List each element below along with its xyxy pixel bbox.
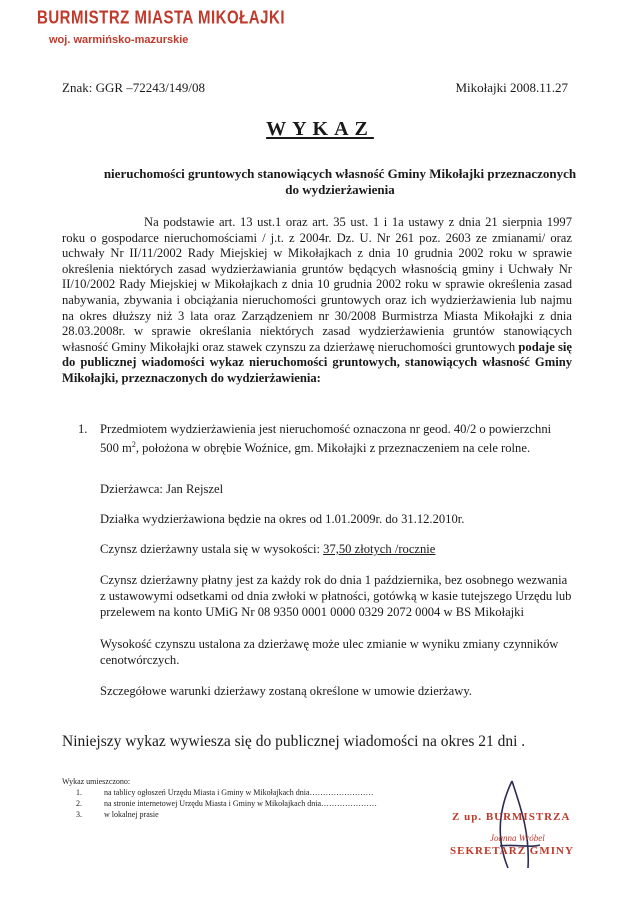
payment-terms: Czynsz dzierżawny płatny jest za każdy rok do dnia 1 października, bez osobnego wezwania z ustawowymi odsetkami od dnia zwłoki w płatności, gotówką w kasie tutejszego Urzędu lub przelewem na konto UMiG Nr 08 9350 0001 0000 0329 2072 0004 w BS Mikołajki [100,573,572,619]
stamp-office-name: BURMISTRZ MIASTA MIKOŁAJKI [37,8,285,29]
tenant-line: Dzierżawca: Jan Rejszel [100,482,224,496]
signature-title: SEKRETARZ GMINY [450,845,574,857]
property-text-b: , położona w obrębie Woźnice, gm. Mikołajki z przeznaczeniem na cele rolne. [135,441,531,456]
posting-item: 1. na tablicy ogłoszeń Urzędu Miasta i Gminy w Mikołajkach dnia…………………… [76,788,374,797]
document-subtitle: nieruchomości gruntowych stanowiących własność Gminy Mikołajki przeznaczonych do wydzierżawienia [103,166,577,197]
office-stamp-header [37,8,285,46]
rent-change-note: Wysokość czynszu ustalona za dzierżawę może ulec zmianie w wyniku zmiany czynników cenotwórczych. [100,637,559,667]
rent-amount: 37,50 złotych /rocznie [323,542,436,556]
legal-basis-text: Na podstawie art. 13 ust.1 oraz art. 35 ust. 1 i 1a ustawy z dnia 21 sierpnia 1997 roku o gospodarce nieruchomościami / j.t. z 2004r. Dz. U. Nr 261 poz. 2603 ze zmianami/ oraz uchwały Nr II/11/2002 Rady Miejskiej w Mikołajkach z dnia 10 grudnia 2002 roku w sprawie określenia niektórych zasad wydzierżawiania gruntów będących własnością gminy i Uchwały Nr II/10/2002 Rady Miejskiej w Mikołajkach z dnia 10 grudnia 2002 roku w sprawie określenia zasad nabywania, zbywania i obciążania nieruchomości gruntowych oraz ich wydzierżawienia lub najmu na okres dłuższy niż 3 lata oraz Zarządzeniem nr 30/2008 Burmistrza Miasta Mikołajki z dnia 28.03.2008r. w sprawie określania niektórych zasad wydzierżawienia gruntów stanowiących własność Gminy Mikołajki oraz stawek czynszu za dzierżawę nieruchomości gruntowych [62,215,572,354]
item-number: 1. [78,422,88,436]
property-description [100,421,572,456]
reference-line [62,80,568,96]
signature-name: Joanna Wróbel [490,833,545,843]
lease-period: Działka wydzierżawiona będzie na okres od 1.01.2009r. do 31.12.2010r. [100,512,465,526]
property-item [78,421,572,456]
posting-items [62,787,377,820]
closing-statement: Niniejszy wykaz wywiesza się do publicznej wiadomości na okres 21 dni . [62,733,526,750]
place-date: Mikołajki 2008.11.27 [455,80,568,95]
posting-item: 3. w lokalnej prasie [76,810,159,819]
lease-details-note: Szczegółowe warunki dzierżawy zostaną określone w umowie dzierżawy. [100,684,472,698]
title-text: WYKAZ [266,118,374,140]
posting-heading: Wykaz umieszczono: [62,777,131,786]
rent-prefix: Czynsz dzierżawny ustala się w wysokości: [100,542,324,556]
rent-line [100,541,572,557]
announcement-bold-text: podaje się do publicznej wiadomości wykaz nieruchomości gruntowych, stanowiących własność Gminy Mikołajki, przeznaczonych do wydzierżawienia: [62,339,572,385]
posting-item: 2. na stronie internetowej Urzędu Miasta i Gminy w Mikołajkach dnia………………… [76,799,378,808]
stamp-voivodeship: woj. warmińsko-mazurskie [49,34,189,46]
posting-list [62,776,377,820]
legal-basis-paragraph [62,215,572,387]
handwritten-signature [490,776,550,876]
area-unit-exponent: 2 [131,440,136,449]
signature-stamp [450,776,590,876]
signature-authority: Z up. BURMISTRZA [452,811,571,823]
reference-number: Znak: GGR –72243/149/08 [62,80,205,95]
document-title [0,118,640,141]
property-text-a: Przedmiotem wydzierżawienia jest nieruchomość oznaczona nr geod. 40/2 o powierzchni 500 m [100,422,552,456]
